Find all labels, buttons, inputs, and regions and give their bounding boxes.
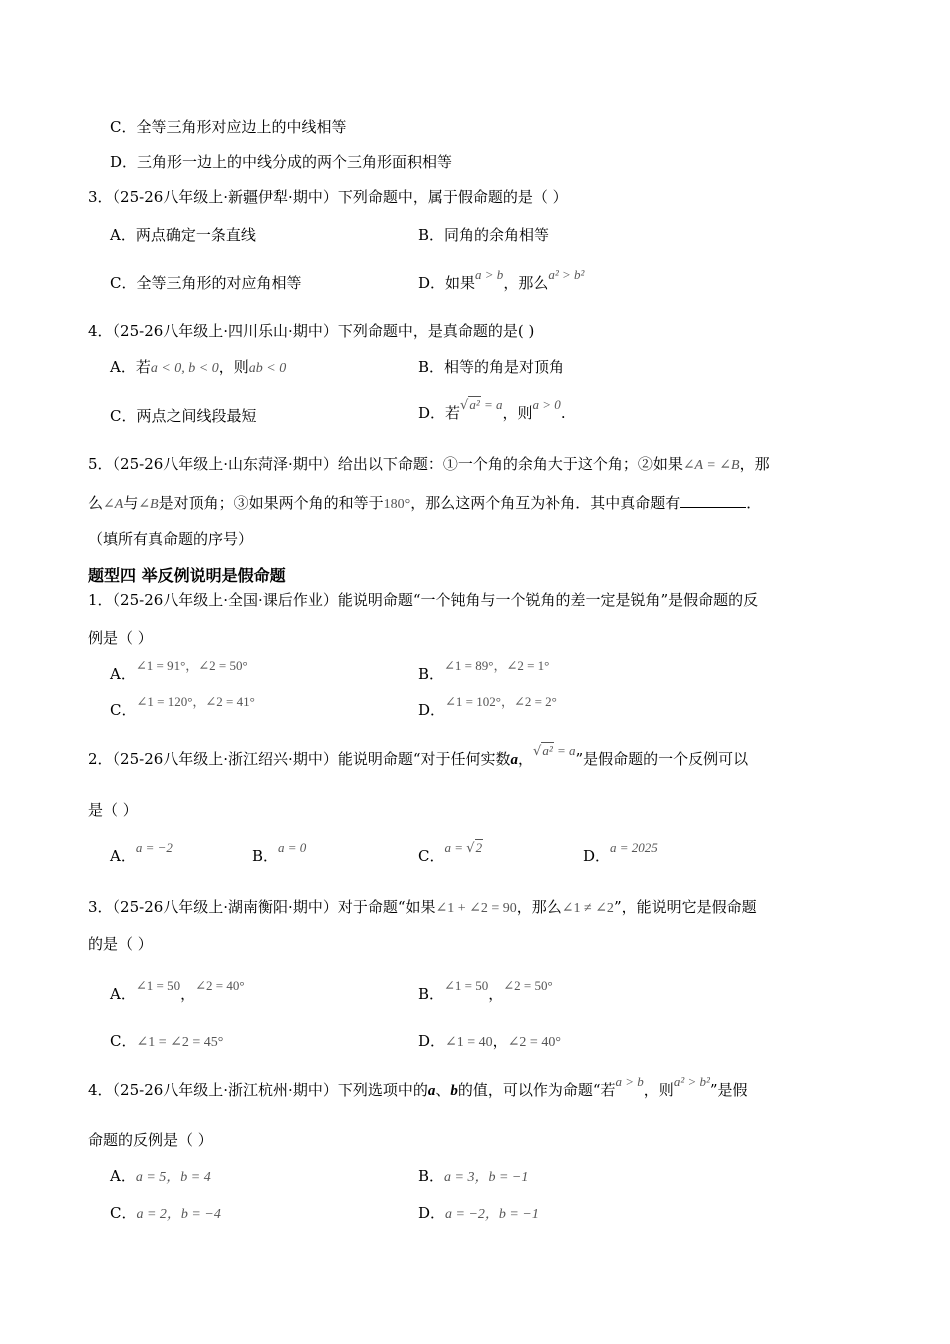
- stem-text: ”是假: [709, 1081, 748, 1099]
- option-d: [418, 397, 566, 425]
- option-sep: ，: [488, 985, 504, 1003]
- math-expr: = a: [483, 397, 503, 412]
- math-expr: ∠1 = 102°，∠2 = 2°: [445, 694, 557, 709]
- sqrt-arg: 2: [475, 840, 483, 855]
- option-label: A．: [110, 985, 136, 1003]
- math-expr: a = −2: [135, 840, 173, 855]
- math-expr: a = 5，b = 4: [135, 1170, 211, 1185]
- math-expr: ∠1 = 120°，∠2 = 41°: [136, 694, 255, 709]
- math-expr: ∠1 = 40: [445, 1035, 493, 1050]
- math-expr: ∠1 ≠ ∠2: [561, 901, 614, 916]
- option-a: [110, 1166, 211, 1188]
- section-title: 题型四 举反例说明是假命题: [88, 566, 286, 585]
- option-label: C．: [110, 1204, 137, 1222]
- option-text: A．若: [110, 358, 151, 376]
- math-expr: [460, 397, 502, 412]
- option-a: [110, 978, 245, 1005]
- stem-text: 的值，可以作为命题“若: [457, 1081, 616, 1099]
- math-expr: ∠1 = 89°，∠2 = 1°: [444, 658, 550, 673]
- math-expr: a = −2，b = −1: [445, 1207, 539, 1222]
- stem-text: ，则: [643, 1081, 674, 1099]
- stem-text: 么: [88, 494, 104, 512]
- option-text: ，则: [502, 404, 533, 422]
- option-d: [418, 1203, 539, 1225]
- option-label: D．: [418, 701, 446, 719]
- option-label: B．: [418, 985, 445, 1003]
- option-label: C．: [418, 847, 445, 865]
- question-stem: [88, 897, 757, 919]
- question-stem: 4．（25-26八年级上·四川乐山·期中）下列命题中，是真命题的是( ): [88, 322, 535, 340]
- option-c: C．两点之间线段最短: [110, 407, 257, 425]
- math-expr: ∠1 = 50: [135, 978, 181, 993]
- stem-text: 5．（25-26八年级上·山东菏泽·期中）给出以下命题：①一个角的余角大于这个角；②如果: [88, 455, 683, 473]
- option-c: [110, 1031, 223, 1053]
- option-label: D．: [418, 1032, 446, 1050]
- option-d: D．三角形一边上的中线分成的两个三角形面积相等: [110, 153, 453, 171]
- math-expr: ∠1 = 50: [444, 978, 489, 993]
- option-sep: ，: [180, 985, 196, 1003]
- stem-text: 是对顶角；③如果两个角的和等于: [158, 494, 384, 512]
- stem-text: ，那么: [516, 898, 562, 916]
- math-expr: a > b: [475, 267, 504, 282]
- math-expr: ∠A = ∠B: [682, 458, 740, 473]
- stem-text: ”是假命题的一个反例可以: [575, 750, 749, 768]
- option-d: [418, 1031, 561, 1053]
- option-text: ，那么: [503, 274, 549, 292]
- math-expr: ∠2 = 40°: [507, 1035, 561, 1050]
- stem-text: ”，能说明它是假命题: [613, 898, 757, 916]
- option-text: D．若: [418, 404, 461, 422]
- sqrt-symbol: √a²: [460, 397, 480, 413]
- math-expr: a² > b²: [673, 1074, 710, 1089]
- question-stem-line2: [88, 493, 761, 515]
- option-label: C．: [110, 1032, 137, 1050]
- math-expr: ∠1 = ∠2 = 45°: [136, 1035, 224, 1050]
- option-d: [418, 267, 585, 294]
- math-expr: ∠1 = 91°，∠2 = 50°: [135, 658, 248, 673]
- question-stem: [88, 454, 770, 476]
- option-label: D．: [418, 1204, 446, 1222]
- math-expr: a < 0, b < 0: [150, 361, 219, 376]
- option-b: [418, 1166, 528, 1188]
- option-b: [418, 658, 550, 685]
- math-expr: ab < 0: [248, 361, 287, 376]
- option-b: [418, 978, 553, 1005]
- math-expr: a² > b²: [548, 267, 585, 282]
- math-var: a: [427, 1083, 436, 1099]
- option-c: C．全等三角形对应边上的中线相等: [110, 118, 347, 136]
- option-a: [110, 357, 286, 379]
- option-label: D．: [583, 847, 611, 865]
- math-expr: ∠B: [138, 497, 159, 512]
- math-expr: ∠A: [103, 497, 124, 512]
- question-stem-line2: 命题的反例是（ ）: [88, 1131, 213, 1149]
- math-expr: a = 0: [278, 840, 307, 855]
- stem-text: ，那么这两个角互为补角．其中真命题有: [410, 494, 681, 512]
- answer-blank[interactable]: [680, 493, 746, 508]
- option-label: C．: [110, 701, 137, 719]
- math-expr: a = 2025: [610, 840, 658, 855]
- option-sep: ，: [492, 1032, 508, 1050]
- math-var: a: [510, 752, 518, 768]
- option-label: B．: [252, 847, 279, 865]
- option-label: A．: [110, 1167, 136, 1185]
- math-expr: a = 2，b = −4: [136, 1207, 221, 1222]
- math-expr: [444, 840, 483, 855]
- option-d: [583, 840, 658, 867]
- option-b: B．相等的角是对顶角: [418, 358, 565, 376]
- option-text: D．如果: [418, 274, 476, 292]
- math-expr: a > b: [615, 1074, 644, 1089]
- math-expr: a = 3，b = −1: [444, 1170, 529, 1185]
- question-stem: [88, 743, 749, 771]
- math-expr: 180°: [383, 497, 411, 512]
- question-stem: [88, 1074, 748, 1101]
- stem-text: 4．（25-26八年级上·浙江杭州·期中）下列选项中的: [88, 1081, 428, 1099]
- option-label: A．: [110, 847, 136, 865]
- option-label: B．: [418, 665, 445, 683]
- sqrt-arg: a²: [542, 743, 553, 758]
- sqrt-arg: a²: [469, 397, 480, 412]
- math-var: b: [450, 1083, 458, 1099]
- math-expr: ∠2 = 40°: [195, 978, 245, 993]
- question-note: （填所有真命题的序号）: [88, 530, 254, 548]
- option-c: [110, 694, 255, 721]
- option-a: A．两点确定一条直线: [110, 226, 256, 244]
- stem-text: 与: [123, 494, 139, 512]
- stem-text: ，: [518, 750, 534, 768]
- math-expr: = a: [556, 743, 576, 758]
- math-expr: a > 0: [532, 397, 561, 412]
- option-d: [418, 694, 557, 721]
- question-stem: 1．（25-26八年级上·全国·课后作业）能说明命题“一个钝角与一个锐角的差一定是锐角”是假命题的反: [88, 591, 759, 609]
- option-c: C．全等三角形的对应角相等: [110, 274, 302, 292]
- option-b: B．同角的余角相等: [418, 226, 550, 244]
- math-expr: ∠1 + ∠2 = 90: [435, 901, 517, 916]
- stem-text: 2．（25-26八年级上·浙江绍兴·期中）能说明命题“对于任何实数: [88, 750, 511, 768]
- option-text: ，则: [218, 358, 249, 376]
- option-a: [110, 658, 248, 685]
- math-expr: ∠2 = 50°: [503, 978, 553, 993]
- option-label: B．: [418, 1167, 445, 1185]
- stem-text: 、: [435, 1081, 451, 1099]
- stem-text: 3．（25-26八年级上·湖南衡阳·期中）对于命题“如果: [88, 898, 436, 916]
- math-expr: [533, 743, 575, 758]
- stem-text: ．: [746, 494, 762, 512]
- option-a: [110, 840, 173, 867]
- question-stem-line2: 例是（ ）: [88, 629, 153, 647]
- option-text: .: [560, 404, 566, 422]
- option-c: [110, 1203, 221, 1225]
- option-b: [252, 840, 307, 867]
- question-stem-line2: 的是（ ）: [88, 935, 153, 953]
- stem-text: ，那: [739, 455, 770, 473]
- question-stem: 3．（25-26八年级上·新疆伊犁·期中）下列命题中，属于假命题的是（ ）: [88, 188, 568, 206]
- sqrt-symbol: √a²: [533, 743, 553, 759]
- option-c: [418, 840, 483, 868]
- option-label: A．: [110, 665, 136, 683]
- question-stem-line2: 是（ ）: [88, 801, 138, 819]
- sqrt-symbol: √2: [466, 840, 483, 856]
- math-expr: a =: [444, 840, 464, 855]
